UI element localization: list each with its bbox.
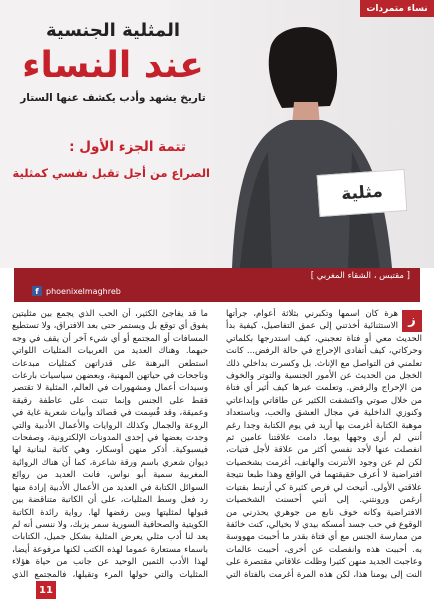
- drop-cap: ز: [402, 310, 422, 332]
- byline-bar: [14, 268, 420, 302]
- hero-banner: [0, 0, 434, 268]
- article-column-left: [12, 308, 208, 580]
- byline-author: [ مقتبس ، الشقاء المغربي ]: [310, 271, 410, 281]
- title-block: [0, 20, 226, 106]
- facebook-link[interactable]: [32, 286, 121, 296]
- facebook-icon: f: [32, 286, 42, 296]
- section-tab: نساء متمردات: [360, 0, 434, 17]
- paper-tag: مثلية: [317, 169, 408, 217]
- article-text-right: هرة كان اسمها وتكبرني بثلاثة أعوام، جرأتها الاستثنائية أخذتني إلى عمق التفاصيل، كيفية بدأ الحديث معي أو فتاة تعجبني، كيف استدرجها بكلماتي وحركاتي، كيف أتفادى الإحراج في حالة الرفض... كانت تعلمني فن التواصل مع الإناث. بل وكسرت بداخلي ذلك الخجل من الحديث عن الأمور الجنسية والتوتر والخوف من الإحراج والرفض. وتعلمت عبرها كيف أثير أي فتاة من خلال صوتي واكتشفت الكثير عن طاقاتي وإبداعاتي وكنوزي الداخلية في مجال العشق والحب، وباستعداد موهبة الكتابة أغرمت بها أريد في يوم الكتابة وجدا رغم أنني لم أرى وجهها يوما. دامت علاقتنا عامين ثم انفصلت عنها لأجد نفسي أكثر من علاقة لأجل فتيات، لكن لم عن وجود الأنترنت والهاتف، أغرمت بشخصيات افتراضية لا أعرف حقيقتهما في الواقع وهذا طبعا نتيجة علاقتي الأولى. أتيحت لي فرص كثيرة كي أرتبط بفتيات أرغمن ورونتني. إلى أنني أحسنت الشخصيات الافتراضية وكانه خوف نابع من جوهري يحذرني من الوقوع في حب جسد أمسكه بيدي لا بخيالي، كنت خائفة من ممارسة الجنس مع أي فتاة بقدر ما أحببت مهووسة به. أحببت هذه وانفصلت عن أخرى، أحببت عالمات وعاجبت الجديد منهن كثيرا وظلت علاقاتي مقتصرة على النت إلى يومنا هذا، لكن هذه المرة أغرمت بالفتاة التي: [226, 309, 422, 580]
- article-text-left: ما قد يفاجئ الكثير، أن الحب الذي يجمع بين مثليتين يفوق أي توقع بل ويستمر حتى بعد الافتراق، ولا تستطيع المسافات أو المجتمع أو أي شيء آخر أن يقف في وجه حبهما. وهناك العديد من العربيات المثليات اللواتي استطعن البرهنة على قدراتهن كمثليات مبدعات وناجحات في حياتهن المهنية، وبعضهن سياسيات بارعات وسيدات أعمال ومشهورات في العالم، المثلية لا تقتصر فقط على الجنس وإنما تنبت على عاطفة رقيقة وعميقة، وقد قُسِمت في قصائد وأبيات شعرية غاية في الروعة والجمال وكذلك الروايات والأعمال الأدبية والتي وجدت بعضها في إحدى المدونات الإلكترونية، وصفحات فيسبوكية. أذكر منهن أوسكار، وهي كاتبة لبنانية لها ديوان شعري باسم ورقة شاعرة، كما أن هناك الروائية المغربية سمية أبو نواس، فانت العديد من روائع السوائل الكتابة في العديد من الأعمال الأدبية إرادة منها رد فعل وسط المثليات، على أن الكاتبة متناقضة بين قبولها لمثليتها وبين رفضها لها. رواية رائدة الكاتبة الكويتية والصحافية السورية سمر يزبك، ولا ننسى أنه لم يعد لنا أدب مثلي يعرض المثلية بشكل جميل، الكتابات باسماء مستعارة عموما لهذه الكتب لكنها مرفوعة أيضا، لهذا الأدب الثمين الوحيد عن جانب من حياة هؤلاء المثليات والتي حولها المرء وتقبلها، فالمجتمع الذي: [12, 309, 208, 580]
- page-number: 11: [36, 581, 56, 599]
- article-column-right: [226, 308, 422, 580]
- part-title: الصراع من أجل تقبل نفسي كمثلية: [12, 166, 210, 180]
- title-line-2: عند النساء: [22, 45, 204, 86]
- part-heading: [0, 136, 226, 184]
- woman-back-photo: [212, 20, 407, 268]
- title-line-1: المثلية الجنسية: [45, 20, 181, 41]
- part-label: تتمة الجزء الأول :: [69, 139, 186, 155]
- facebook-handle: phoenixelmaghreb: [46, 286, 121, 296]
- title-subtitle: تاريخ يشهد وأدب يكشف عنها الستار: [20, 92, 206, 104]
